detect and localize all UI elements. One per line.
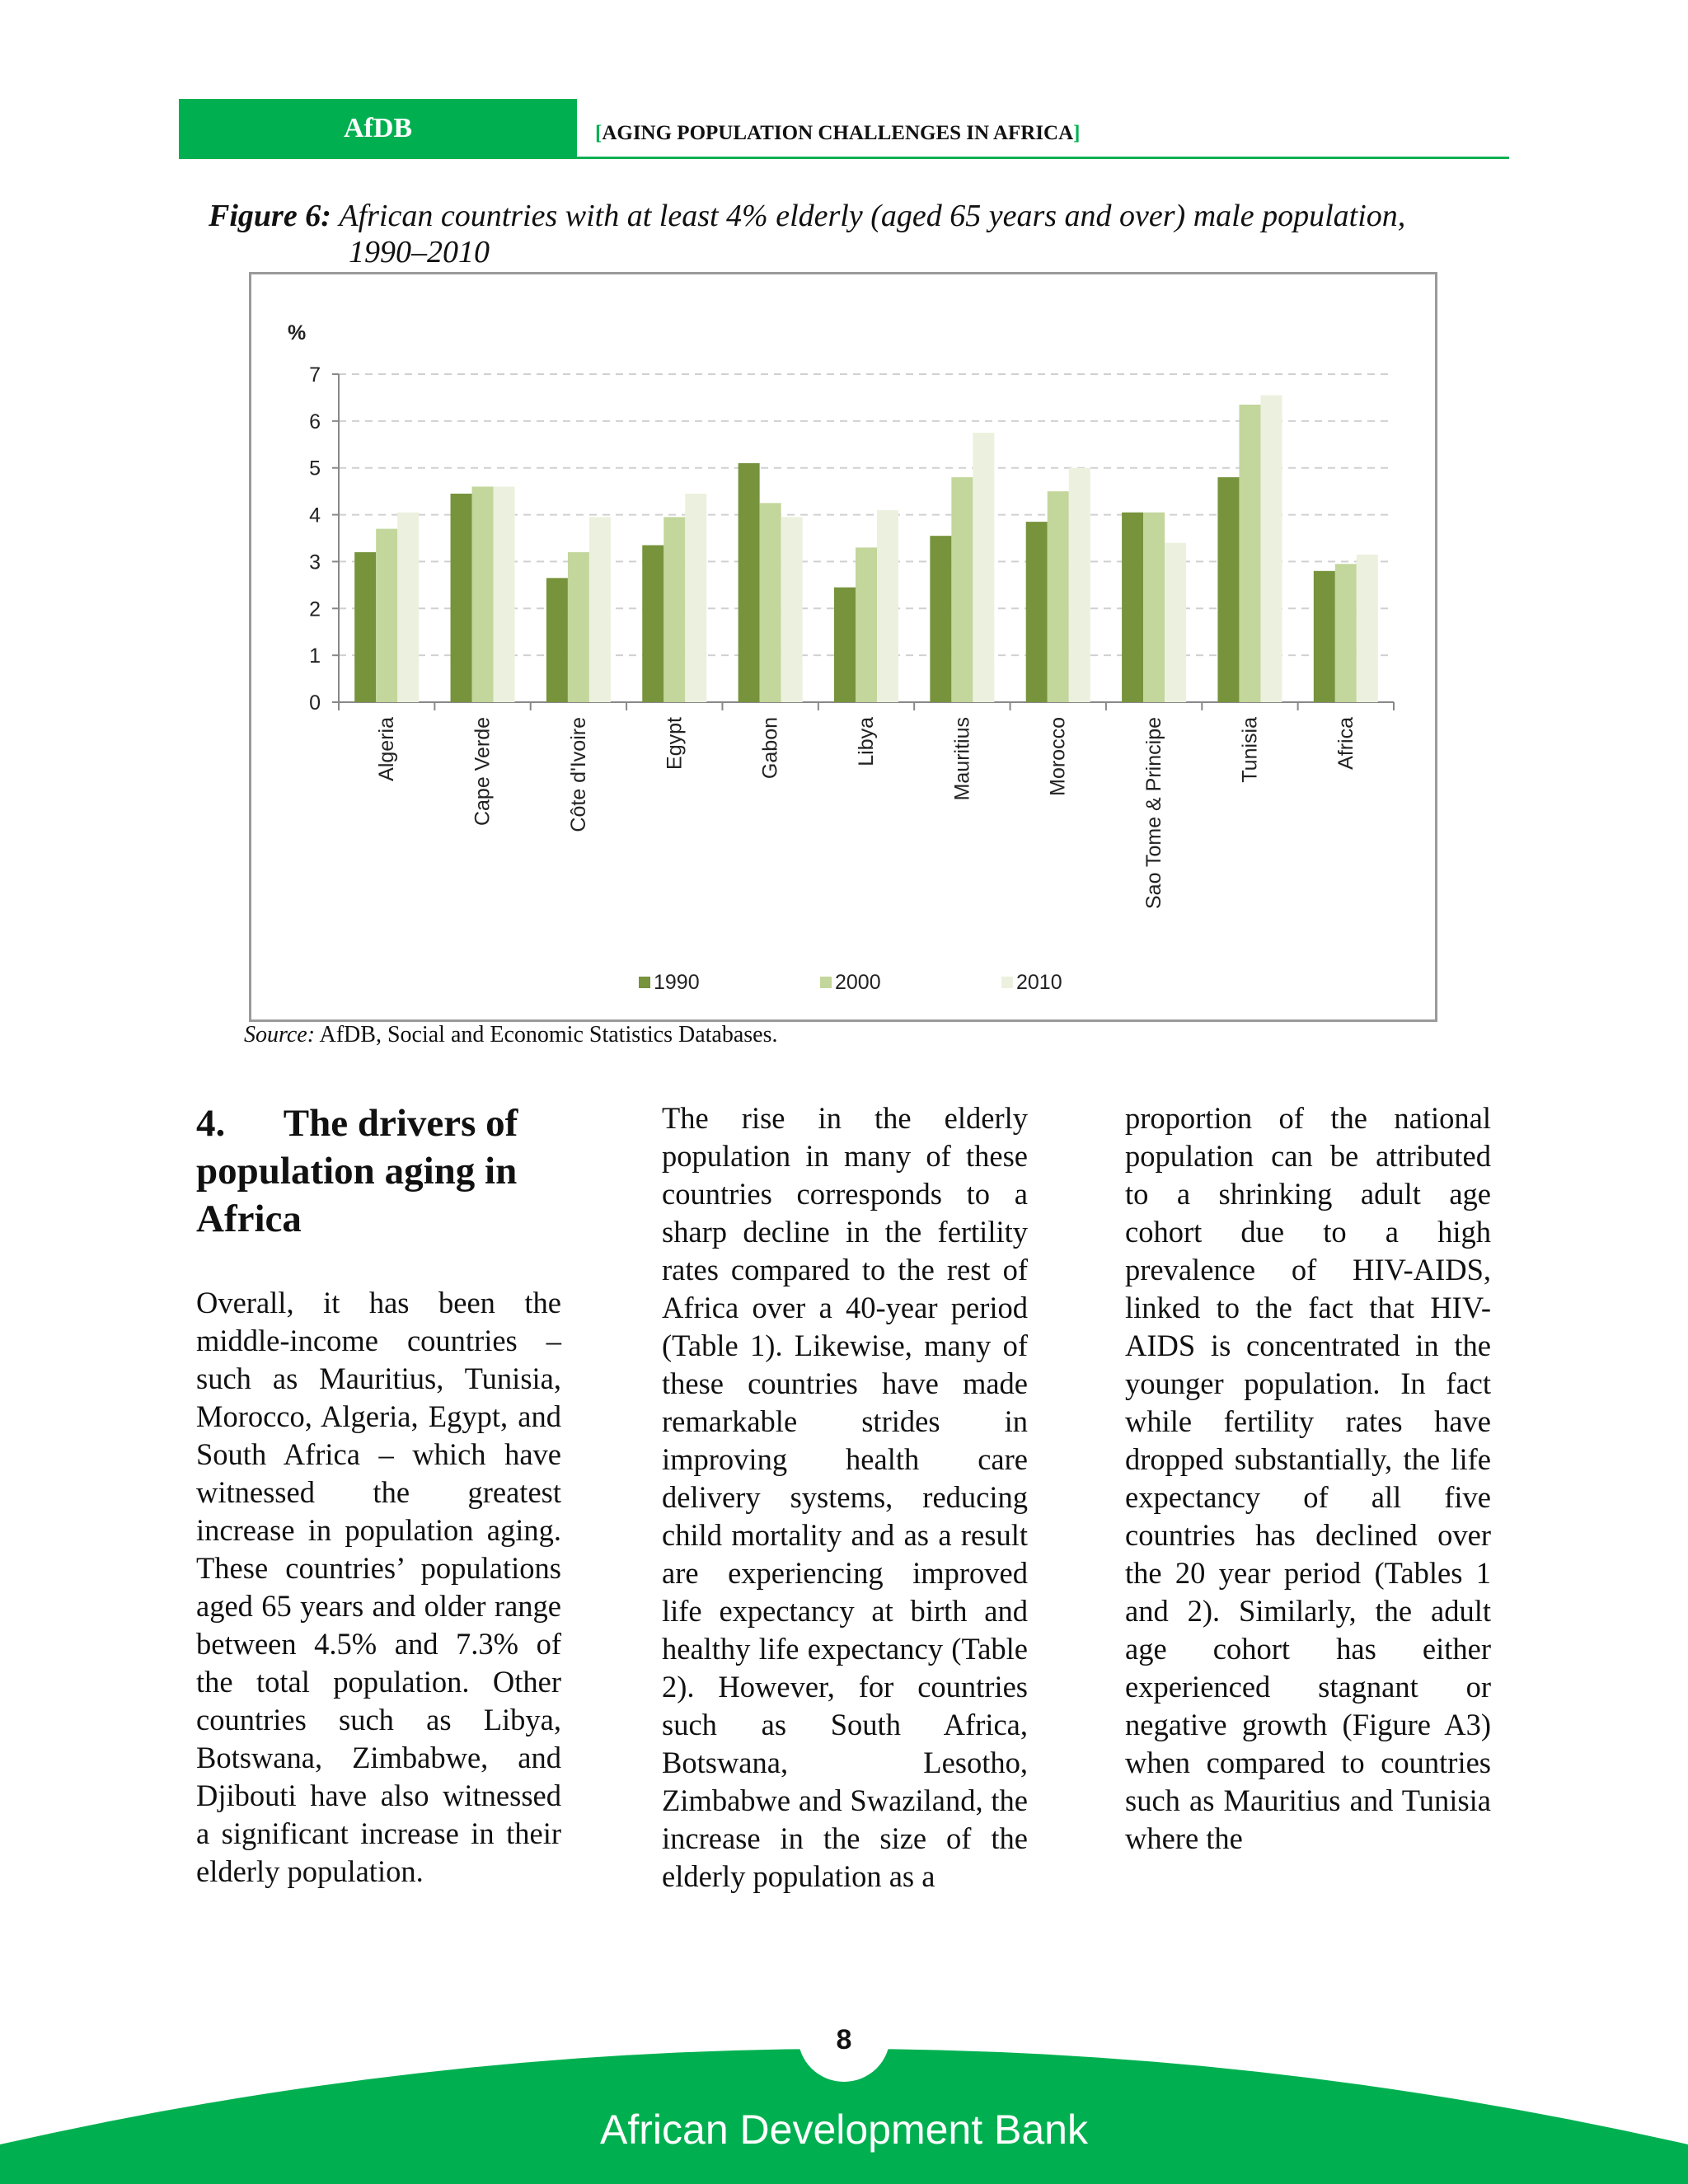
legend-label-2010: 2010: [1016, 971, 1062, 994]
x-tick-label: Gabon: [758, 717, 782, 780]
bar-2010: [589, 517, 611, 702]
legend-label-1990: 1990: [654, 971, 700, 994]
legend-label-2000: 2000: [835, 971, 881, 994]
bar-2000: [472, 486, 494, 702]
text-column-1: [196, 1099, 561, 1891]
bar-chart: [251, 274, 1435, 1019]
bar-2010: [973, 433, 994, 702]
bar-2010: [397, 513, 419, 702]
source-text: AfDB, Social and Economic Statistics Databases.: [319, 1022, 778, 1047]
y-tick-label: 5: [309, 457, 321, 480]
bar-1990: [1122, 513, 1143, 702]
bar-2000: [1143, 513, 1165, 702]
header-org: AfDB: [343, 113, 413, 143]
bar-2000: [663, 517, 685, 702]
figure-caption-line2: 1990–2010: [349, 235, 490, 269]
text-column-2: [662, 1099, 1028, 1896]
bar-2010: [685, 494, 706, 702]
header-rule: [179, 157, 1509, 159]
figure-source: [244, 1022, 778, 1048]
bar-2010: [1069, 468, 1090, 702]
footer-bank-name: African Development Bank: [600, 2107, 1088, 2153]
bar-2010: [877, 510, 898, 702]
x-tick-label: Libya: [855, 717, 878, 766]
page-number: 8: [836, 2024, 852, 2055]
bar-2000: [1048, 491, 1069, 702]
bar-2000: [568, 552, 589, 702]
bar-1990: [930, 536, 951, 702]
bar-2010: [1165, 543, 1186, 702]
bar-1990: [451, 494, 472, 702]
source-label: Source:: [244, 1022, 316, 1047]
bar-2010: [494, 486, 515, 702]
y-tick-label: 7: [309, 363, 321, 387]
bar-2010: [781, 517, 803, 702]
x-tick-label: Morocco: [1046, 717, 1070, 796]
x-tick-label: Africa: [1334, 717, 1357, 770]
bar-1990: [642, 546, 663, 702]
bar-2000: [951, 477, 973, 702]
legend-swatch-1990: [639, 977, 650, 988]
bar-1990: [354, 552, 376, 702]
legend-swatch-2000: [820, 977, 832, 988]
paragraph-col3: proportion of the national population can be attributed to a shrinking adult age cohort due to a high prevalence of HIV-AIDS, linked to the fact that HIV-AIDS is concentrated in the younger population. In fact while fertility rates have dropped substantially, the life expectancy of all five countries has declined over the 20 year period (Tables 1 and 2). Similarly, the adult age cohort has either experienced stagnant or negative growth (Figure A3) when compared to countries such as Mauritius and Tunisia where the: [1125, 1101, 1491, 1855]
y-tick-label: 3: [309, 551, 321, 574]
figure-caption: [209, 198, 1511, 270]
bar-2000: [1335, 564, 1357, 702]
paragraph-col1: Overall, it has been the middle-income countries – such as Mauritius, Tunisia, Morocco, Algeria, Egypt, and South Africa – which have witnessed the greatest increase in population aging. These countries’ populations aged 65 years and older range between 4.5% and 7.3% of the total population. Other countries such as Libya, Botswana, Zimbabwe, and Djibouti have also witnessed a significant increase in their elderly population.: [196, 1286, 561, 1888]
paragraph-col2: The rise in the elderly population in many of these countries corresponds to a sharp decline in the fertility rates compared to the rest of Africa over a 40-year period (Table 1). Likewise, many of these countries have made remarkable strides in improving health care delivery systems, reducing child mortality and as a result are experiencing improved life expectancy at birth and healthy life expectancy (Table 2). However, for countries such as South Africa, Botswana, Lesotho, Zimbabwe and Swaziland, the increase in the size of the elderly population as a: [662, 1101, 1028, 1893]
y-tick-label: 6: [309, 410, 321, 434]
bar-2000: [376, 529, 397, 702]
figure-label: Figure 6:: [209, 199, 331, 233]
x-tick-label: Mauritius: [950, 717, 974, 801]
header-title: [AGING POPULATION CHALLENGES IN AFRICA]: [595, 122, 1081, 144]
y-tick-label: 2: [309, 598, 321, 621]
text-column-3: [1125, 1099, 1491, 1858]
header-title-text: AGING POPULATION CHALLENGES IN AFRICA: [602, 122, 1074, 144]
bar-1990: [1314, 571, 1335, 702]
bar-2000: [1239, 405, 1260, 702]
bar-1990: [1026, 522, 1048, 702]
bar-2010: [1357, 555, 1378, 702]
figure-caption-line1: African countries with at least 4% elderly (aged 65 years and over) male population,: [339, 199, 1406, 233]
x-tick-label: Sao Tome & Principe: [1142, 717, 1166, 909]
y-tick-label: 1: [309, 644, 321, 668]
section-heading: 4. The drivers of population aging in Africa: [196, 1102, 518, 1240]
y-axis-label: %: [288, 321, 307, 344]
bar-2000: [856, 547, 877, 702]
legend-swatch-2010: [1001, 977, 1013, 988]
x-tick-label: Cape Verde: [471, 717, 495, 827]
x-tick-label: Egypt: [663, 717, 687, 770]
x-tick-label: Algeria: [375, 717, 399, 781]
bar-2000: [760, 503, 781, 702]
y-tick-label: 4: [309, 504, 321, 527]
bar-2010: [1260, 396, 1282, 702]
bar-1990: [1217, 477, 1239, 702]
x-tick-label: Tunisia: [1238, 717, 1262, 783]
chart-frame: [249, 272, 1437, 1022]
header-org-tab: [179, 99, 577, 158]
bar-1990: [834, 588, 856, 702]
bar-1990: [738, 463, 760, 702]
y-tick-label: 0: [309, 691, 321, 715]
bar-1990: [546, 578, 568, 702]
x-tick-label: Côte d'Ivoire: [566, 717, 590, 832]
